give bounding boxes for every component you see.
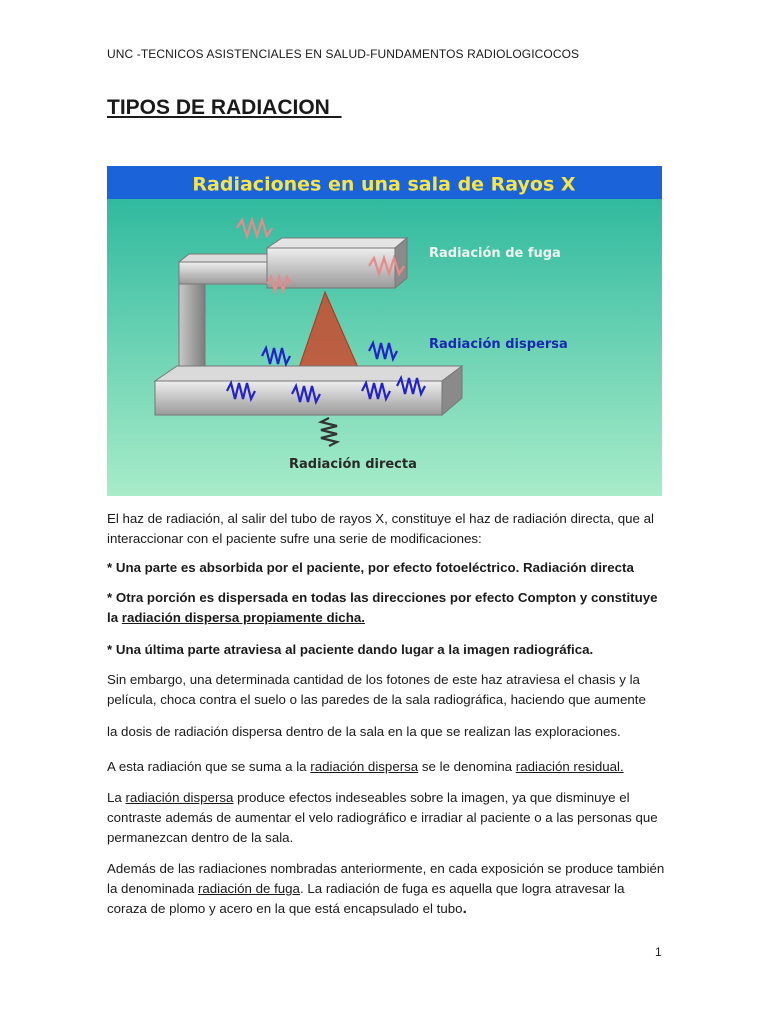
patient-table	[155, 366, 462, 415]
text-span: Además de las radiaciones nombradas anteriormente, en cada exposición se produce también la denominada	[107, 861, 665, 896]
page-number: 1	[655, 945, 662, 959]
final-period: .	[462, 900, 467, 917]
term-leakage: radiación de fuga	[197, 881, 300, 896]
paragraph-dose: la dosis de radiación dispersa dentro de la sala en la que se realizan las exploraciones.	[107, 724, 621, 739]
paragraph-residual	[107, 757, 667, 777]
bullet-absorbed: * Una parte es absorbida por el paciente, por efecto fotoeléctrico. Radiación directa	[107, 560, 634, 575]
intro-paragraph: El haz de radiación, al salir del tubo de rayos X, constituye el haz de radiación directa, que al interaccionar con el paciente sufre una serie de modificaciones:	[107, 511, 654, 546]
label-scatter-radiation: Radiación dispersa	[429, 337, 568, 352]
paragraph-photons: Sin embargo, una determinada cantidad de los fotones de este haz atraviesa el chasis y la película, choca contra el suelo o las paredes de la sala radiográfica, haciendo que aumente	[107, 672, 646, 707]
document-title: TIPOS DE RADIACION	[107, 96, 342, 119]
text-span: se le denomina	[418, 759, 516, 774]
text-span: produce efectos indeseables sobre la imagen, ya que disminuye el contraste además de aumentar el velo radiográfico e irradiar al paciente o a las personas que permanezcan dentro de la sala.	[107, 790, 658, 845]
bullet-scattered	[107, 588, 667, 628]
page-header: UNC -TECNICOS ASISTENCIALES EN SALUD-FUNDAMENTOS RADIOLOGICOCOS	[107, 47, 580, 61]
link-scatter-proper: radiación dispersa propiamente dicha.	[121, 610, 365, 625]
bullet-transmitted: * Una última parte atraviesa al paciente dando lugar a la imagen radiográfica.	[107, 642, 594, 657]
term-residual: radiación residual.	[515, 759, 624, 774]
label-leak-radiation: Radiación de fuga	[429, 246, 561, 261]
term-scatter: radiación dispersa	[125, 790, 234, 805]
term-scatter: radiación dispersa	[310, 759, 419, 774]
xray-room-diagram	[107, 166, 662, 496]
label-direct-radiation: Radiación directa	[289, 457, 417, 472]
bullet-scattered-text: * Otra porción es dispersada en todas las direcciones por efecto Compton y constituye la	[107, 590, 658, 625]
paragraph-effects	[107, 788, 667, 848]
text-span: . La radiación de fuga es aquella que logra atravesar la coraza de plomo y acero en la que está encapsulado el tubo	[107, 881, 625, 916]
paragraph-leakage	[107, 859, 667, 919]
text-span: La	[107, 790, 126, 805]
text-span: A esta radiación que se suma a la	[107, 759, 311, 774]
figure-heading: Radiaciones en una sala de Rayos X	[192, 173, 576, 196]
